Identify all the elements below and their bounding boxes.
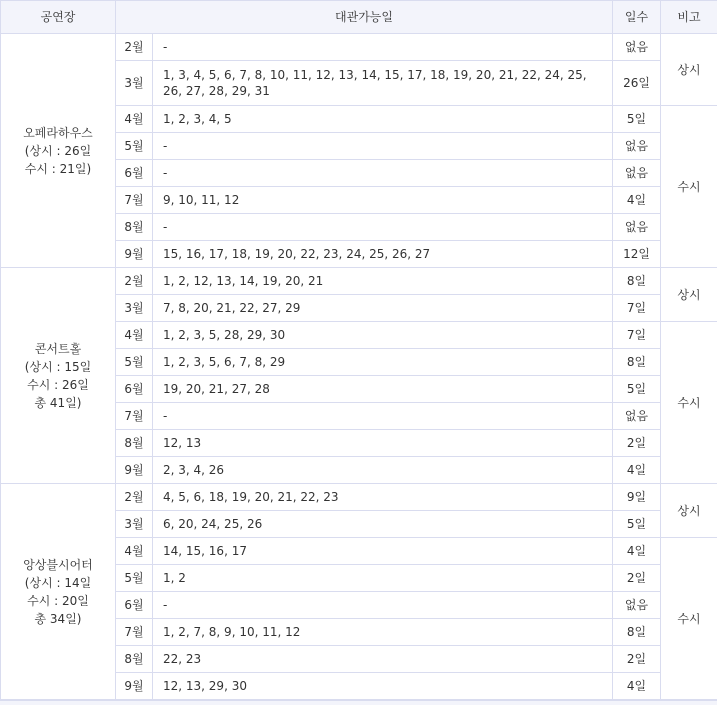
day-count-cell: 5일 (613, 376, 661, 403)
available-dates-cell: 22, 23 (153, 646, 613, 673)
available-dates-cell: - (153, 403, 613, 430)
month-cell: 9월 (116, 673, 153, 700)
available-dates-cell: 14, 15, 16, 17 (153, 538, 613, 565)
month-cell: 7월 (116, 187, 153, 214)
day-count-cell: 4일 (613, 538, 661, 565)
month-cell: 7월 (116, 403, 153, 430)
note-cell: 수시 (661, 538, 717, 700)
days-header: 일수 (613, 1, 661, 34)
day-count-cell: 없음 (613, 592, 661, 619)
month-cell: 5월 (116, 349, 153, 376)
venue-header: 공연장 (1, 1, 116, 34)
available-dates-cell: 1, 2, 3, 5, 28, 29, 30 (153, 322, 613, 349)
day-count-cell: 8일 (613, 619, 661, 646)
month-cell: 3월 (116, 511, 153, 538)
month-cell: 9월 (116, 457, 153, 484)
venue-detail-line: (상시 : 15일 (24, 359, 92, 374)
table-row (1, 484, 717, 511)
available-dates-cell: 6, 20, 24, 25, 26 (153, 511, 613, 538)
venue-cell (1, 34, 116, 268)
day-count-cell: 12일 (613, 241, 661, 268)
available-dates-cell: 12, 13 (153, 430, 613, 457)
available-dates-cell: 7, 8, 20, 21, 22, 27, 29 (153, 295, 613, 322)
day-count-cell: 없음 (613, 34, 661, 61)
available-dates-cell: 1, 2, 3, 5, 6, 7, 8, 29 (153, 349, 613, 376)
available-dates-cell: 2, 3, 4, 26 (153, 457, 613, 484)
day-count-cell: 없음 (613, 403, 661, 430)
available-dates-cell: 1, 3, 4, 5, 6, 7, 8, 10, 11, 12, 13, 14, 15, 17, 18, 19, 20, 21, 22, 24, 25, 26, 27, 28, 29, 31 (153, 61, 613, 106)
day-count-cell: 2일 (613, 646, 661, 673)
month-cell: 2월 (116, 34, 153, 61)
month-cell: 2월 (116, 484, 153, 511)
available-dates-cell: - (153, 214, 613, 241)
day-count-cell: 2일 (613, 565, 661, 592)
note-header: 비고 (661, 1, 717, 34)
month-cell: 5월 (116, 565, 153, 592)
venue-name: 앙상블시어터 (23, 557, 93, 572)
venue-detail-line: (상시 : 26일 (24, 143, 92, 158)
available-dates-cell: 1, 2 (153, 565, 613, 592)
day-count-cell: 없음 (613, 160, 661, 187)
venue-detail-line: 수시 : 21일) (24, 161, 92, 176)
venue-detail-line: 수시 : 20일 (27, 593, 89, 608)
day-count-cell: 4일 (613, 187, 661, 214)
venue-cell (1, 268, 116, 484)
day-count-cell: 5일 (613, 106, 661, 133)
available-dates-cell: 12, 13, 29, 30 (153, 673, 613, 700)
day-count-cell: 없음 (613, 133, 661, 160)
available-dates-cell: - (153, 34, 613, 61)
month-cell: 8월 (116, 214, 153, 241)
available-dates-cell: - (153, 133, 613, 160)
month-cell: 7월 (116, 619, 153, 646)
table-footer-strip (0, 700, 717, 705)
available-dates-cell: 9, 10, 11, 12 (153, 187, 613, 214)
month-cell: 8월 (116, 430, 153, 457)
month-cell: 4월 (116, 538, 153, 565)
available-dates-cell: 15, 16, 17, 18, 19, 20, 22, 23, 24, 25, 26, 27 (153, 241, 613, 268)
available-dates-cell: 1, 2, 12, 13, 14, 19, 20, 21 (153, 268, 613, 295)
month-cell: 3월 (116, 295, 153, 322)
dates-header: 대관가능일 (116, 1, 613, 34)
venue-detail-line: (상시 : 14일 (24, 575, 92, 590)
day-count-cell: 26일 (613, 61, 661, 106)
header-row (1, 1, 717, 34)
note-cell: 상시 (661, 268, 717, 322)
day-count-cell: 7일 (613, 322, 661, 349)
day-count-cell: 없음 (613, 214, 661, 241)
available-dates-cell: - (153, 160, 613, 187)
month-cell: 3월 (116, 61, 153, 106)
table-row (1, 268, 717, 295)
venue-detail-line: 수시 : 26일 (27, 377, 89, 392)
month-cell: 4월 (116, 322, 153, 349)
available-dates-cell: - (153, 592, 613, 619)
day-count-cell: 9일 (613, 484, 661, 511)
table-body (1, 34, 717, 700)
available-dates-cell: 1, 2, 3, 4, 5 (153, 106, 613, 133)
note-cell: 수시 (661, 106, 717, 268)
day-count-cell: 8일 (613, 349, 661, 376)
venue-cell (1, 484, 116, 700)
day-count-cell: 7일 (613, 295, 661, 322)
day-count-cell: 5일 (613, 511, 661, 538)
venue-detail-line: 총 41일) (34, 395, 82, 410)
note-cell: 수시 (661, 322, 717, 484)
month-cell: 2월 (116, 268, 153, 295)
table-row (1, 34, 717, 61)
available-dates-cell: 4, 5, 6, 18, 19, 20, 21, 22, 23 (153, 484, 613, 511)
note-cell: 상시 (661, 484, 717, 538)
month-cell: 4월 (116, 106, 153, 133)
month-cell: 9월 (116, 241, 153, 268)
available-dates-cell: 19, 20, 21, 27, 28 (153, 376, 613, 403)
venue-name: 오페라하우스 (23, 125, 93, 140)
note-cell: 상시 (661, 34, 717, 106)
day-count-cell: 4일 (613, 673, 661, 700)
month-cell: 6월 (116, 376, 153, 403)
venue-name: 콘서트홀 (34, 341, 82, 356)
month-cell: 8월 (116, 646, 153, 673)
day-count-cell: 8일 (613, 268, 661, 295)
month-cell: 6월 (116, 160, 153, 187)
month-cell: 5월 (116, 133, 153, 160)
available-dates-cell: 1, 2, 7, 8, 9, 10, 11, 12 (153, 619, 613, 646)
day-count-cell: 2일 (613, 430, 661, 457)
venue-detail-line: 총 34일) (34, 611, 82, 626)
month-cell: 6월 (116, 592, 153, 619)
day-count-cell: 4일 (613, 457, 661, 484)
